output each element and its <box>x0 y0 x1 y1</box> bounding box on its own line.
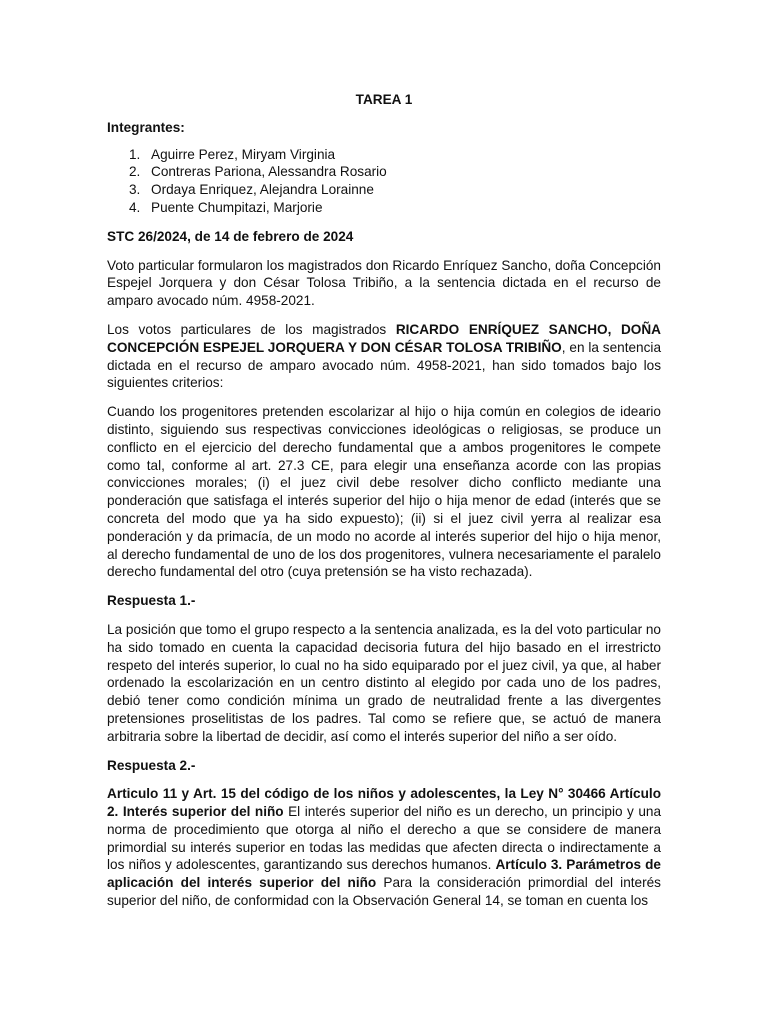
answer1-paragraph: La posición que tomo el grupo respecto a la sentencia analizada, es la del voto particular no ha sido tomado en cuenta la capacidad decisoria futura del hijo basado en el irrestricto respeto del interés superior, lo cual no ha sido equiparado por el juez civil, ya que, al haber ordenado la escolarización en un centro distinto al elegido por cada uno de los padres, debió tener como condición mínima un grado de neutralidad frente a las divergentes pretensiones proselitistas de los padres. Tal como se refiere que, se actuó de manera arbitraria sobre la libertad de decidir, así como el interés superior del niño a ser oído. <box>107 621 661 744</box>
answer1-heading: Respuesta 1.- <box>107 593 196 609</box>
law-article-text: El interés superior del niño es un derecho, un principio y una norma de procedimiento que otorga al niño el derecho a que se considere de manera primordial su interés superior en todas las medidas que afecten directa o indirectamente a los niños y adolescentes, garantizando sus derechos humanos. <box>107 804 662 873</box>
members-heading: Integrantes: <box>107 119 185 135</box>
document-page <box>107 91 661 921</box>
member-name: Puente Chumpitazi, Marjorie <box>151 199 323 215</box>
members-list <box>107 146 661 217</box>
member-item <box>107 146 661 164</box>
magistrates-names: RICARDO ENRÍQUEZ SANCHO, DOÑA CONCEPCIÓN ESPEJEL JORQUERA Y DON CÉSAR TOLOSA TRIBIÑO <box>107 321 661 355</box>
member-item <box>107 163 661 181</box>
paragraph-criterios: Cuando los progenitores pretenden escolarizar al hijo o hija común en colegios de ideario distinto, siguiendo sus respectivas convicciones ideológicas o religiosas, se produce un conflicto en el ejercicio del derecho fundamental que a ambos progenitores le compete como tal, conforme al art. 27.3 CE, para elegir una enseñanza acorde con las propias convicciones morales; (i) el juez civil debe resolver dicho conflicto mediante una ponderación que satisfaga el interés superior del hijo o hija menor de edad (interés que se concreta del modo que ya ha sido expuesto); (ii) si el juez civil yerra al realizar esa ponderación y da primacía, de un modo no acorde al interés superior del hijo o hija menor, al derecho fundamental de uno de los dos progenitores, vulnera necesariamente el paralelo derecho fundamental del otro (cuya pretensión se ha visto rechazada). <box>107 404 661 580</box>
paragraph-votos-particulares <box>107 321 661 392</box>
paragraph-voto-particular: Voto particular formularon los magistrados don Ricardo Enríquez Sancho, doña Concepción Espejel Jorquera y don César Tolosa Tribiño, a la sentencia dictada en el recurso de amparo avocado núm. 4958-2021. <box>107 257 661 309</box>
law-article-heading: Articulo 11 y Art. 15 del código de los niños y adolescentes, la Ley N° 30466 Artículo 2. Interés superior del niño <box>107 786 661 820</box>
list-number: 1. <box>129 146 141 162</box>
answer2-paragraph <box>107 785 661 910</box>
member-name: Ordaya Enriquez, Alejandra Lorainne <box>151 182 374 198</box>
member-name: Contreras Pariona, Alessandra Rosario <box>151 164 387 180</box>
member-item <box>107 199 661 217</box>
answer2-heading: Respuesta 2.- <box>107 757 196 773</box>
list-number: 4. <box>129 199 141 215</box>
paragraph-tail: , en la sentencia dictada en el recurso de amparo avocado núm. 4958-2021, han sido tomados bajo los siguientes criterios: <box>107 339 661 391</box>
member-name: Aguirre Perez, Miryam Virginia <box>151 146 336 162</box>
law-article3-heading: Artículo 3. Parámetros de aplicación del interés superior del niño <box>107 857 661 891</box>
list-number: 2. <box>129 164 141 180</box>
case-title: STC 26/2024, de 14 de febrero de 2024 <box>107 228 354 244</box>
law-article3-text: Para la consideración primordial del interés superior del niño, de conformidad con la Observación General 14, se toman en cuenta los <box>107 875 661 909</box>
paragraph-lead: Los votos particulares de los magistrados <box>107 321 396 337</box>
list-number: 3. <box>129 182 141 198</box>
document-title: TAREA 1 <box>355 92 413 107</box>
member-item <box>107 181 661 199</box>
